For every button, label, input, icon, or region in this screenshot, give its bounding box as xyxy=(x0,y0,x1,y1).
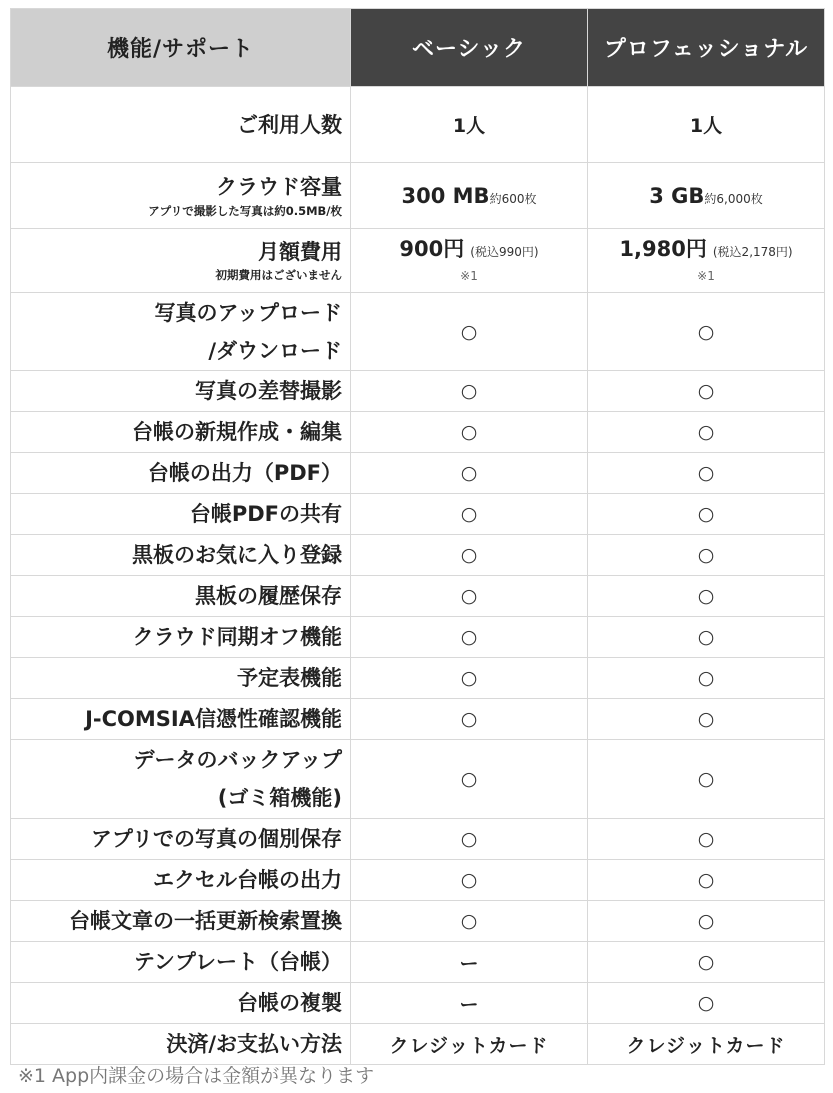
pro-value: ○ xyxy=(588,412,825,453)
table-row xyxy=(11,901,825,942)
feature-sublabel: アプリで撮影した写真は約0.5MB/枚 xyxy=(148,203,342,218)
basic-value: ○ xyxy=(351,860,588,901)
feature-label: 決済/お支払い方法 xyxy=(11,1024,351,1065)
feature-label: 台帳の複製 xyxy=(11,983,351,1024)
pro-value: ○ xyxy=(588,699,825,740)
table-row xyxy=(11,699,825,740)
feature-label: ご利用人数 xyxy=(11,87,351,163)
footnote: ※1 App内課金の場合は金額が異なります xyxy=(18,1065,375,1087)
basic-value-cell xyxy=(351,229,588,293)
table-row xyxy=(11,658,825,699)
pro-value: ○ xyxy=(588,860,825,901)
pro-value-detail: (税込2,178円) xyxy=(712,245,793,259)
pro-value: ○ xyxy=(588,819,825,860)
pro-value: 1人 xyxy=(588,87,825,163)
header-feature: 機能/サポート xyxy=(11,9,351,87)
feature-label: クラウド容量 xyxy=(216,174,342,199)
basic-value: ○ xyxy=(351,576,588,617)
feature-label: 台帳の新規作成・編集 xyxy=(11,412,351,453)
pro-value: ○ xyxy=(588,371,825,412)
pro-value: ○ xyxy=(588,453,825,494)
table-row xyxy=(11,293,825,371)
header-basic-plan: ベーシック xyxy=(351,9,588,87)
basic-value: ○ xyxy=(351,617,588,658)
pro-value: ○ xyxy=(588,901,825,942)
feature-label: クラウド同期オフ機能 xyxy=(11,617,351,658)
table-row xyxy=(11,229,825,293)
table-row xyxy=(11,453,825,494)
basic-value: クレジットカード xyxy=(351,1024,588,1065)
feature-cell xyxy=(11,740,351,819)
feature-cell xyxy=(11,229,351,293)
feature-label: 予定表機能 xyxy=(11,658,351,699)
table-row xyxy=(11,1024,825,1065)
basic-value-detail: 約600枚 xyxy=(489,191,537,206)
feature-label: 写真のアップロード xyxy=(154,300,342,325)
table-row xyxy=(11,163,825,229)
table-row xyxy=(11,87,825,163)
basic-value: ○ xyxy=(351,494,588,535)
table-row xyxy=(11,494,825,535)
feature-label: 黒板のお気に入り登録 xyxy=(11,535,351,576)
feature-label: 月額費用 xyxy=(258,239,342,264)
feature-sublabel: 初期費用はございません xyxy=(215,267,342,282)
table-row xyxy=(11,576,825,617)
basic-value: 300 MB xyxy=(401,183,490,208)
header-pro-plan: プロフェッショナル xyxy=(588,9,825,87)
pro-value: 3 GB xyxy=(649,183,705,208)
pro-value: ○ xyxy=(588,942,825,983)
feature-cell xyxy=(11,163,351,229)
basic-value: ○ xyxy=(351,453,588,494)
table-row xyxy=(11,617,825,658)
table-row xyxy=(11,942,825,983)
basic-value: ○ xyxy=(351,699,588,740)
pro-value-cell xyxy=(588,229,825,293)
feature-label: 台帳の出力（PDF） xyxy=(11,453,351,494)
pro-value: ○ xyxy=(588,658,825,699)
header-row xyxy=(11,9,825,87)
feature-label: テンプレート（台帳） xyxy=(11,942,351,983)
feature-label: アプリでの写真の個別保存 xyxy=(11,819,351,860)
table-row xyxy=(11,740,825,819)
basic-value: ○ xyxy=(351,740,588,819)
basic-value: ○ xyxy=(351,412,588,453)
basic-value: ○ xyxy=(351,819,588,860)
pro-value: ○ xyxy=(588,983,825,1024)
pro-value: ○ xyxy=(588,576,825,617)
basic-value: ○ xyxy=(351,371,588,412)
pro-value: ○ xyxy=(588,494,825,535)
pro-value-note: ※1 xyxy=(697,269,715,283)
feature-label: データのバックアップ xyxy=(133,748,342,772)
basic-value: ○ xyxy=(351,901,588,942)
pro-value: ○ xyxy=(588,535,825,576)
pro-value: 1,980円 xyxy=(619,237,707,261)
table-row xyxy=(11,819,825,860)
feature-label-line2: /ダウンロード xyxy=(208,338,342,363)
pro-value: クレジットカード xyxy=(588,1024,825,1065)
feature-label: 台帳文章の一括更新検索置換 xyxy=(11,901,351,942)
basic-value-note: ※1 xyxy=(460,269,478,283)
pro-value: ○ xyxy=(588,740,825,819)
basic-value: ○ xyxy=(351,535,588,576)
plan-comparison-table xyxy=(10,8,825,1065)
pro-value-detail: 約6,000枚 xyxy=(704,191,763,206)
table-row xyxy=(11,535,825,576)
table-row xyxy=(11,371,825,412)
feature-label: 台帳PDFの共有 xyxy=(11,494,351,535)
pro-value: ○ xyxy=(588,617,825,658)
basic-value: ○ xyxy=(351,293,588,371)
feature-label-line2: (ゴミ箱機能) xyxy=(217,786,342,810)
table-row xyxy=(11,412,825,453)
basic-value: 1人 xyxy=(351,87,588,163)
feature-label: 写真の差替撮影 xyxy=(11,371,351,412)
feature-label: 黒板の履歴保存 xyxy=(11,576,351,617)
feature-cell xyxy=(11,293,351,371)
basic-value: ○ xyxy=(351,658,588,699)
table-row xyxy=(11,983,825,1024)
table-row xyxy=(11,860,825,901)
basic-value-cell xyxy=(351,163,588,229)
pro-value: ○ xyxy=(588,293,825,371)
feature-label: J-COMSIA信憑性確認機能 xyxy=(11,699,351,740)
basic-value-detail: (税込990円) xyxy=(470,245,539,259)
pro-value-cell xyxy=(588,163,825,229)
basic-value: ー xyxy=(351,942,588,983)
basic-value: 900円 xyxy=(399,237,465,261)
feature-label: エクセル台帳の出力 xyxy=(11,860,351,901)
basic-value: ー xyxy=(351,983,588,1024)
